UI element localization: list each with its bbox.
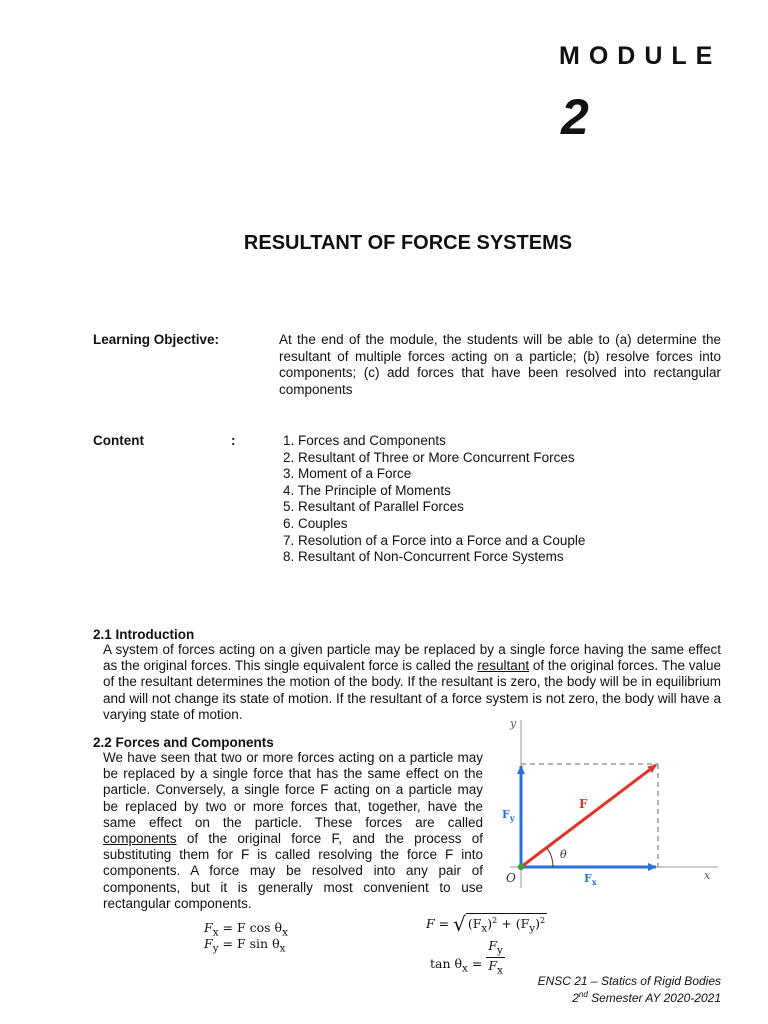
intro-paragraph bbox=[103, 642, 721, 723]
objective-label: Learning Objective: bbox=[93, 332, 220, 347]
y-axis-label: y bbox=[510, 717, 517, 730]
origin-label: O bbox=[506, 871, 516, 885]
intro-heading: 2.1 Introduction bbox=[93, 627, 195, 642]
components-term: components bbox=[103, 831, 177, 847]
content-item: 2. Resultant of Three or More Concurrent Forces bbox=[283, 449, 575, 465]
equation-fy: $F_y = F$ $\sin \theta_x$ bbox=[204, 936, 286, 955]
fy-label: $F_y$ bbox=[502, 808, 515, 823]
resultant-term: resultant bbox=[477, 658, 530, 674]
force-label: F bbox=[579, 797, 588, 811]
force-arrow bbox=[521, 765, 656, 867]
sqrt-symbol: √ bbox=[453, 912, 466, 936]
angle-arc bbox=[547, 848, 553, 867]
module-number: 2 bbox=[561, 89, 589, 145]
content-colon: : bbox=[231, 433, 236, 448]
content-item: 8. Resultant of Non-Concurrent Force Systems bbox=[283, 549, 564, 565]
page-title: RESULTANT OF FORCE SYSTEMS bbox=[243, 232, 573, 254]
equation-fx: $F_x = F$ $\cos \theta_x$ bbox=[204, 920, 288, 939]
x-axis-label: x bbox=[704, 869, 711, 882]
force-diagram bbox=[490, 712, 730, 894]
theta-label: θ bbox=[560, 848, 567, 861]
content-item: 3. Moment of a Force bbox=[283, 466, 412, 482]
forces-text: We have seen that two or more forces acting on a particle may be replaced by a single force that has the same effect on the particle. Conversely, a single force F acting on a particle may be replaced by two or more forces that, together, have the same effect on the particle. These forces are called bbox=[103, 750, 483, 830]
intro-text: of the original forces. The value of the resultant determines the motion of the body. If the resultant is zero, the body will be in equilibrium and will not change its state of motion. If the resultant of a force system is not zero, the body will have a varying state of motion. bbox=[103, 658, 721, 722]
fx-label: $F_x$ bbox=[584, 872, 597, 887]
footer-course: ENSC 21 – Statics of Rigid Bodies bbox=[537, 974, 721, 988]
footer-semester: 2nd Semester AY 2020-2021 bbox=[572, 990, 721, 1005]
forces-text: of the original force F, and the process of substituting them for F is called resolving the force F into components. A force may be resolved into any pair of components, but it is generally most convenient to use rectangular components. bbox=[103, 831, 483, 911]
objective-text: At the end of the module, the students will be able to (a) determine the resultant of multiple forces acting on a particle; (b) resolve forces into components; (c) add forces that have been resolved into rectangular components bbox=[279, 332, 721, 397]
forces-heading: 2.2 Forces and Components bbox=[93, 735, 274, 750]
content-item: 6. Couples bbox=[283, 515, 348, 531]
content-item: 7. Resolution of a Force into a Force and a Couple bbox=[283, 532, 586, 548]
content-label: Content bbox=[93, 433, 144, 448]
equation-magnitude: F = √ $(F_x)^2 + (F_y)^2$ bbox=[426, 912, 546, 936]
intro-text: A system of forces acting on a given particle may be replaced by a single force having the same effect as the original forces. This single equivalent force is called the bbox=[103, 642, 721, 674]
page-footer bbox=[538, 974, 721, 1005]
content-item: 5. Resultant of Parallel Forces bbox=[283, 499, 464, 515]
origin-point bbox=[518, 864, 524, 870]
forces-paragraph bbox=[103, 750, 483, 912]
module-label: MODULE bbox=[559, 42, 722, 70]
content-item: 1. Forces and Components bbox=[283, 433, 446, 448]
content-item: 4. The Principle of Moments bbox=[283, 482, 451, 498]
equation-tangent: $\tan \theta_x$ = $\frac{F_y}{F_x}$ bbox=[430, 938, 503, 976]
content-list bbox=[283, 433, 585, 566]
